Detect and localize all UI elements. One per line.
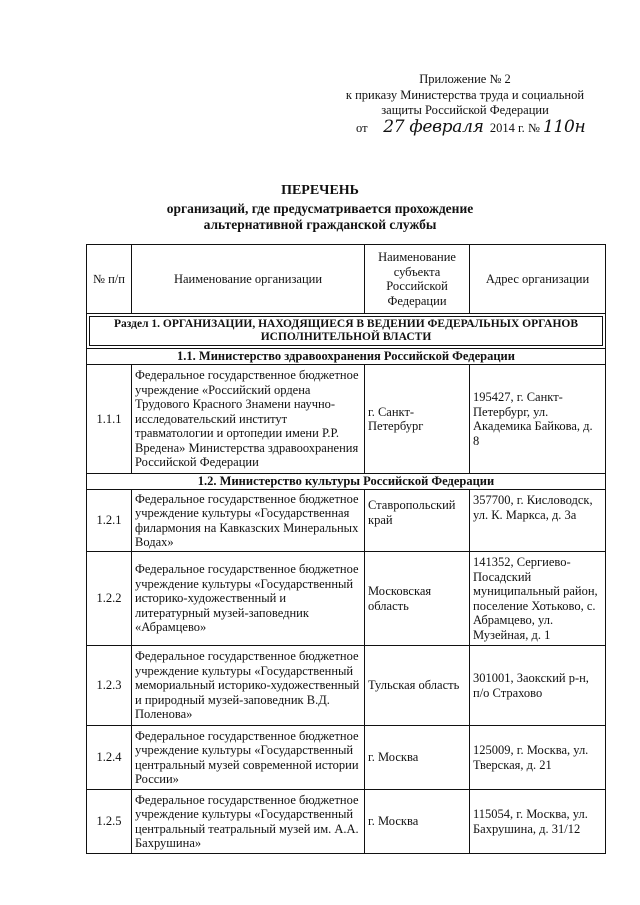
header-region: Наименование субъекта Российской Федерации xyxy=(365,245,470,314)
number-prefix: № xyxy=(527,120,540,135)
row-num: 1.2.5 xyxy=(87,790,132,854)
subtitle-line-1: организаций, где предусматривается прохождение xyxy=(166,201,474,216)
row-address: 195427, г. Санкт-Петербург, ул. Академика Байкова, д. 8 xyxy=(470,365,606,474)
handwritten-date: 27 февраля xyxy=(383,116,484,137)
header-address: Адрес организации xyxy=(470,245,606,314)
row-org-name: Федеральное государственное бюджетное учреждение культуры «Государственная филармония на Кавказских Минеральных Водах» xyxy=(132,490,365,552)
row-region: г. Санкт-Петербург xyxy=(365,365,470,474)
row-region: Ставропольский край xyxy=(365,490,470,552)
row-address: 125009, г. Москва, ул. Тверская, д. 21 xyxy=(470,726,606,790)
table-row xyxy=(87,365,606,474)
appendix-order: к приказу Министерства труда и социальной xyxy=(345,87,585,102)
subsection-title: 1.1. Министерство здравоохранения Российской Федерации xyxy=(87,349,606,365)
table-row xyxy=(87,726,606,790)
document-subtitle xyxy=(0,201,640,232)
row-num: 1.2.2 xyxy=(87,552,132,646)
header-num: № п/п xyxy=(87,245,132,314)
date-prefix: от xyxy=(356,120,368,135)
header-name: Наименование организации xyxy=(132,245,365,314)
subsection-title: 1.2. Министерство культуры Российской Федерации xyxy=(87,474,606,490)
table-row xyxy=(87,490,606,552)
appendix-block xyxy=(330,72,600,136)
row-org-name: Федеральное государственное бюджетное учреждение культуры «Государственный историко-художественный и литературный музей-заповедник «Абрамцево» xyxy=(132,552,365,646)
row-num: 1.2.1 xyxy=(87,490,132,552)
section-title: Раздел 1. ОРГАНИЗАЦИИ, НАХОДЯЩИЕСЯ В ВЕДЕНИИ ФЕДЕРАЛЬНЫХ ОРГАНОВ ИСПОЛНИТЕЛЬНОЙ ВЛАСТИ xyxy=(89,316,603,346)
subtitle-line-2: альтернативной гражданской службы xyxy=(203,216,437,232)
row-address: 141352, Сергиево-Посадский муниципальный район, поселение Хотьково, с. Абрамцево, ул. Музейная, д. 1 xyxy=(470,552,606,646)
row-region: Московская область xyxy=(365,552,470,646)
row-org-name: Федеральное государственное бюджетное учреждение культуры «Государственный мемориальный историко-художественный и природный музей-заповедник В.Д. Поленова» xyxy=(132,646,365,726)
row-num: 1.2.3 xyxy=(87,646,132,726)
date-year: 2014 г. xyxy=(489,120,525,135)
row-num: 1.2.4 xyxy=(87,726,132,790)
appendix-date-line xyxy=(330,116,600,137)
row-org-name: Федеральное государственное бюджетное учреждение «Российский ордена Трудового Красного Знамени научно-исследовательский институт травматологии и ортопедии имени Р.Р. Вредена» Министерства здравоохранения Российской Федерации xyxy=(132,365,365,474)
appendix-ministry: защиты Российской Федерации xyxy=(381,103,549,117)
table-row xyxy=(87,790,606,854)
row-region: г. Москва xyxy=(365,790,470,854)
subsection-row xyxy=(87,349,606,365)
row-org-name: Федеральное государственное бюджетное учреждение культуры «Государственный центральный музей современной истории России» xyxy=(132,726,365,790)
appendix-number: Приложение № 2 xyxy=(419,72,511,86)
subsection-row xyxy=(87,474,606,490)
row-num: 1.1.1 xyxy=(87,365,132,474)
row-region: г. Москва xyxy=(365,726,470,790)
row-address: 115054, г. Москва, ул. Бахрушина, д. 31/12 xyxy=(470,790,606,854)
table-header-row xyxy=(87,245,606,314)
table-row xyxy=(87,552,606,646)
section-row xyxy=(87,314,606,349)
row-address: 357700, г. Кисловодск, ул. К. Маркса, д. 3а xyxy=(470,490,606,552)
organizations-table xyxy=(86,244,606,854)
row-region: Тульская область xyxy=(365,646,470,726)
document-title: ПЕРЕЧЕНЬ xyxy=(281,183,359,198)
handwritten-number: 110н xyxy=(543,116,586,137)
row-address: 301001, Заокский р-н, п/о Страхово xyxy=(470,646,606,726)
table-row xyxy=(87,646,606,726)
row-org-name: Федеральное государственное бюджетное учреждение культуры «Государственный центральный театральный музей им. А.А. Бахрушина» xyxy=(132,790,365,854)
